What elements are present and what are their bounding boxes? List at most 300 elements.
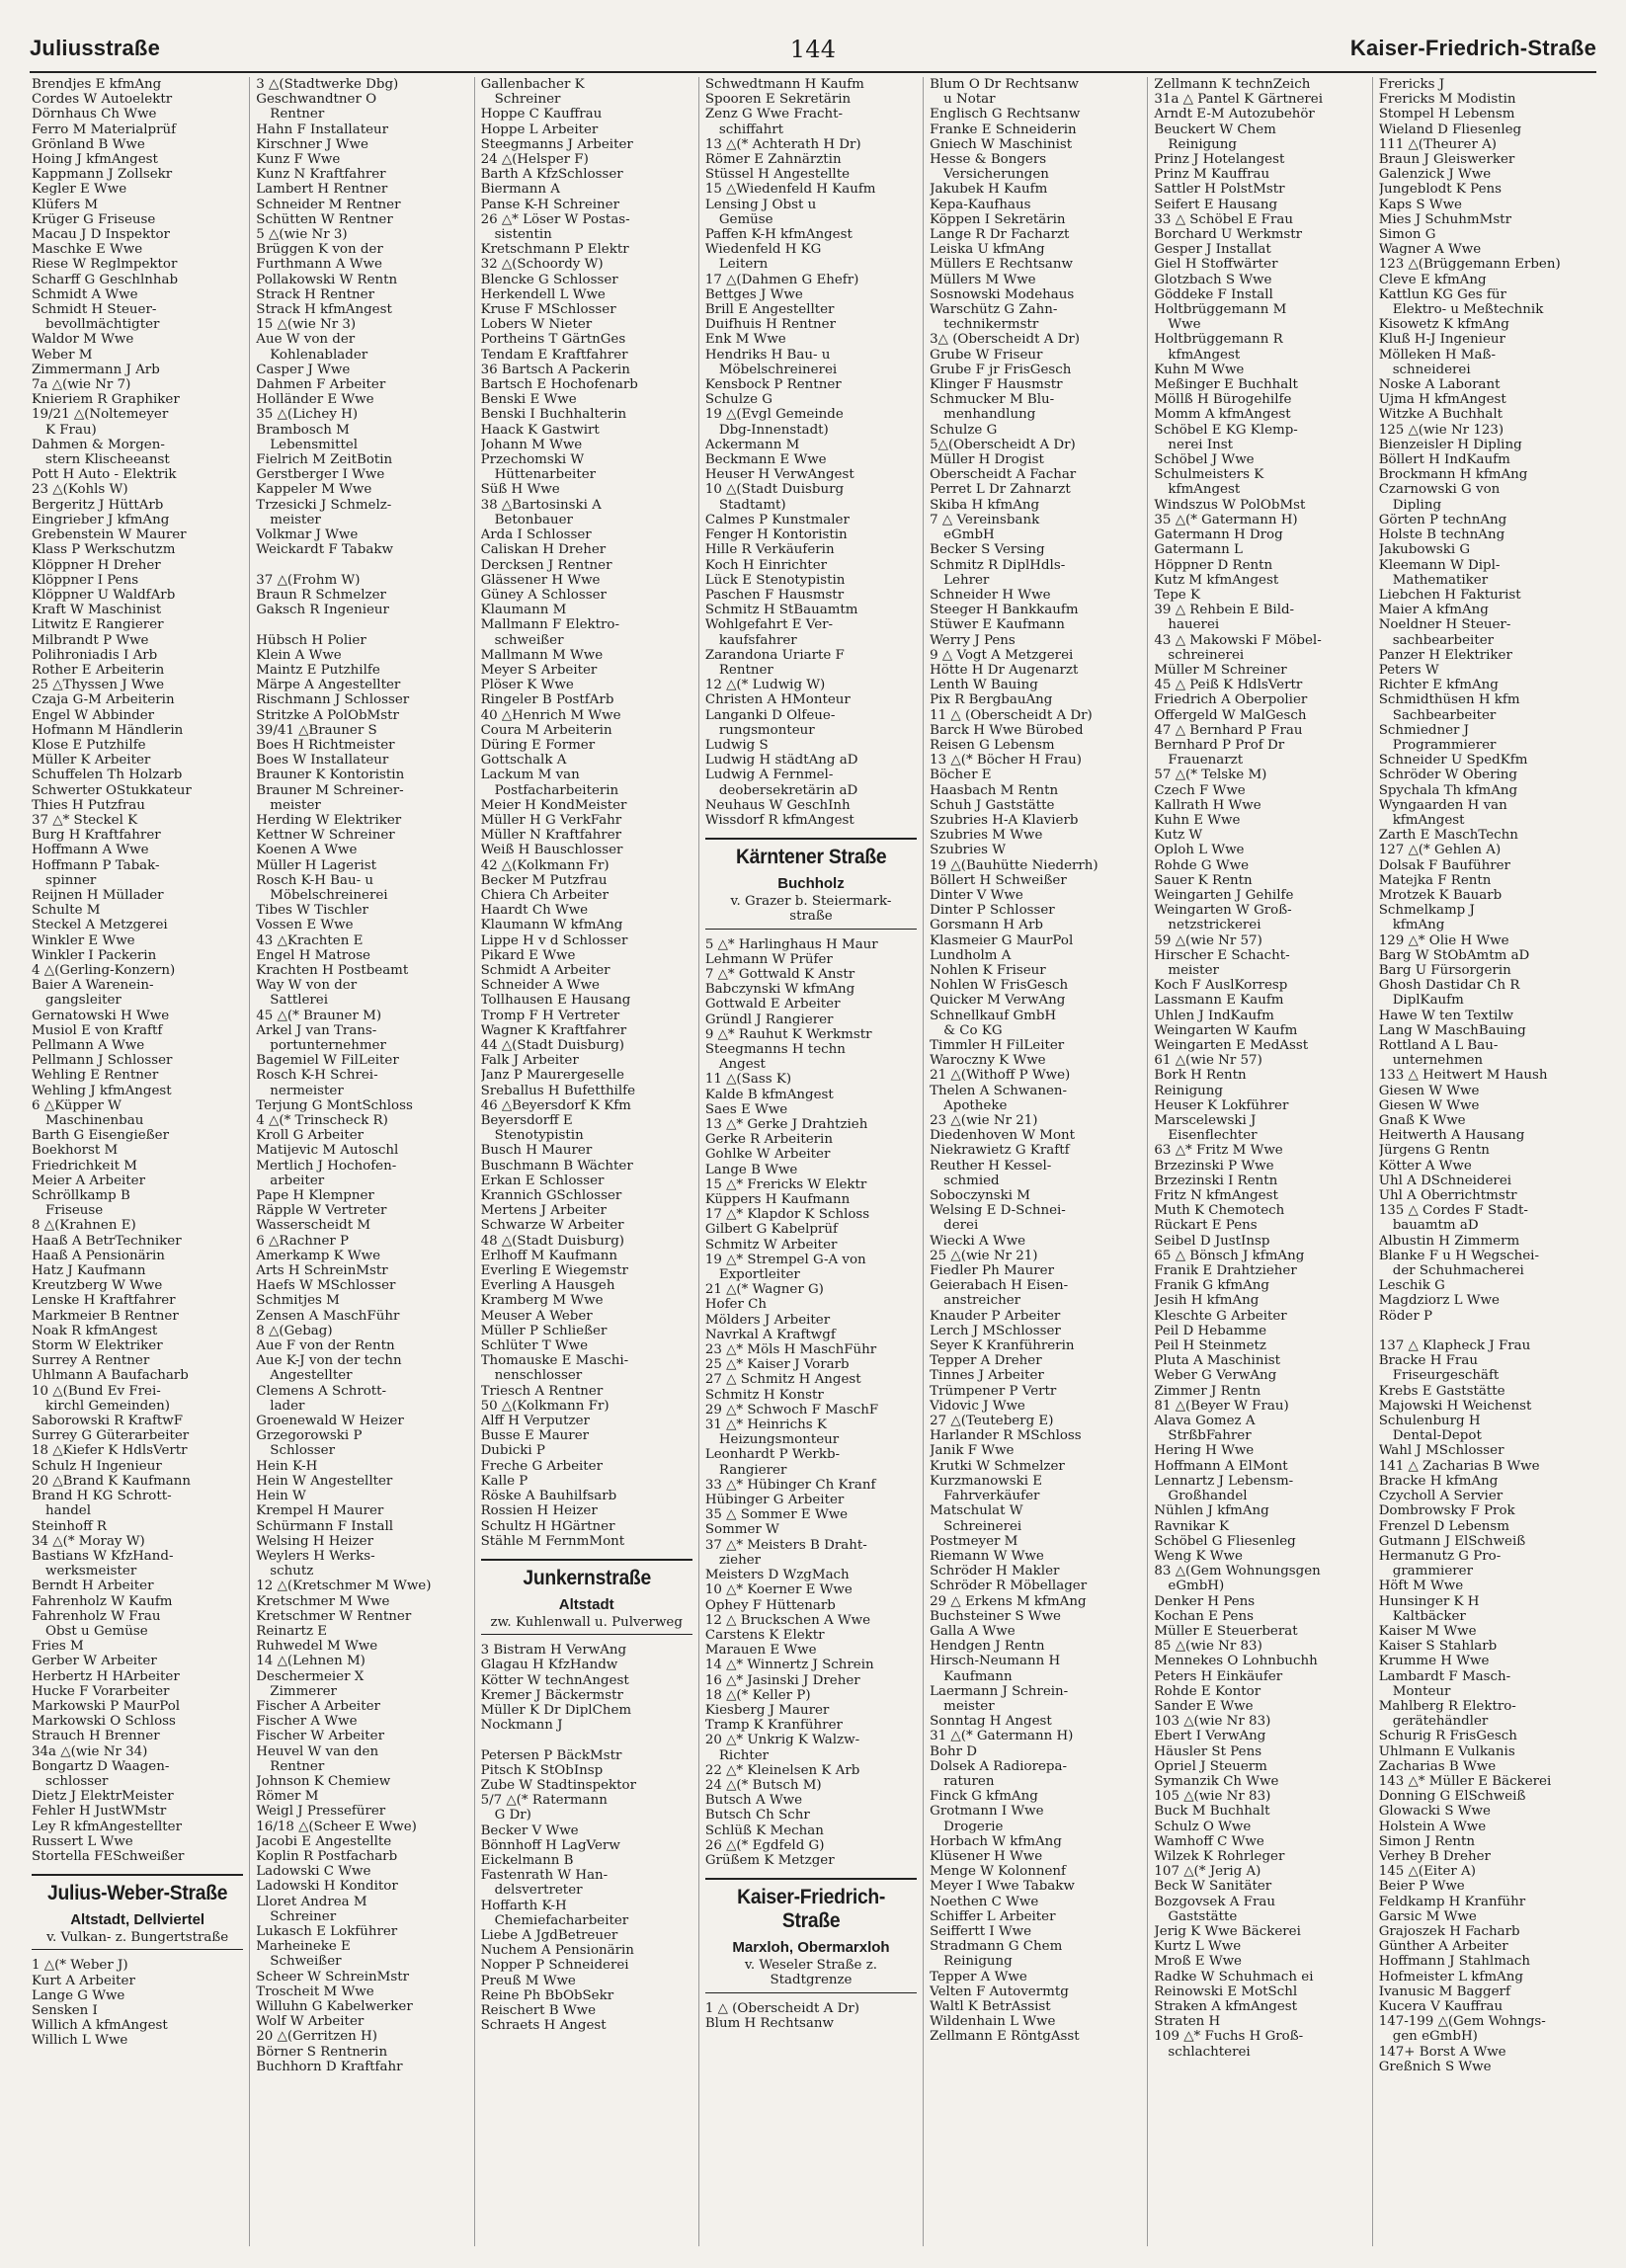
page-header bbox=[30, 28, 1596, 73]
directory-entry: Milbrandt P Wwe bbox=[32, 632, 149, 648]
directory-entry: Schuh J Gaststätte bbox=[930, 797, 1055, 813]
directory-entry: 20 △Brand K Kaufmann bbox=[32, 1473, 192, 1489]
directory-entry: Bagemiel W FilLeiter bbox=[256, 1053, 399, 1069]
directory-entry: sachbearbeiter bbox=[1392, 632, 1495, 648]
directory-entry: Richter E kfmAng bbox=[1378, 678, 1499, 693]
directory-entry: 35 △(Lichey H) bbox=[256, 407, 359, 423]
directory-entry: Sauer K Rentn bbox=[1154, 872, 1253, 888]
directory-entry: Fastenrath W Han- bbox=[480, 1868, 609, 1884]
directory-entry: Brambosch M bbox=[256, 422, 350, 438]
directory-entry: Kiesberg J Maurer bbox=[704, 1702, 830, 1718]
directory-entry: 4 △(* Trinscheck R) bbox=[256, 1113, 388, 1129]
directory-entry: 25 △* Kaiser J Vorarb bbox=[704, 1357, 850, 1373]
directory-entry: Franik G kfmAng bbox=[1154, 1278, 1269, 1294]
directory-entry: Kretschmer M Wwe bbox=[256, 1593, 390, 1609]
directory-entry: Meisters D WzgMach bbox=[704, 1568, 850, 1583]
directory-entry: Kraft W Maschinist bbox=[32, 603, 162, 618]
directory-entry: 103 △(wie Nr 83) bbox=[1154, 1714, 1271, 1730]
directory-entry: Plöser K Wwe bbox=[480, 678, 574, 693]
directory-entry: hauerei bbox=[1168, 617, 1220, 633]
directory-entry: Pitsch K StObInsp bbox=[480, 1762, 604, 1778]
directory-entry: Barth A KfzSchlosser bbox=[480, 167, 623, 183]
directory-entry: Nohlen K Friseur bbox=[930, 962, 1046, 978]
directory-entry: Uhl A Oberrichtmstr bbox=[1378, 1188, 1517, 1204]
directory-entry: Pellmann J Schlosser bbox=[32, 1053, 173, 1069]
directory-entry: 12 △(* Ludwig W) bbox=[704, 678, 826, 693]
directory-entry: Soboczynski M bbox=[930, 1188, 1030, 1204]
directory-entry: Caliskan H Dreher bbox=[480, 542, 607, 558]
directory-entry: Schmelkamp J bbox=[1378, 903, 1475, 919]
directory-entry: Postmeyer M bbox=[930, 1533, 1018, 1549]
directory-entry: Zube W Stadtinspektor bbox=[480, 1777, 636, 1793]
directory-entry: gangsleiter bbox=[45, 993, 122, 1009]
directory-entry: Schulz H Ingenieur bbox=[32, 1458, 162, 1474]
directory-entry: 6 △Rachner P bbox=[256, 1233, 350, 1249]
directory-entry: Wiecki A Wwe bbox=[930, 1233, 1026, 1249]
directory-entry: Seifert E Hausang bbox=[1154, 197, 1278, 212]
directory-entry: Thomauske E Maschi- bbox=[480, 1353, 629, 1369]
directory-entry: Schmitz H Konstr bbox=[704, 1387, 824, 1403]
directory-entry: Thies H Putzfrau bbox=[32, 797, 145, 813]
directory-entry: 19 △(Bauhütte Niederrh) bbox=[930, 857, 1098, 873]
directory-entry: Programmierer bbox=[1392, 737, 1497, 753]
directory-entry: Haaß A BetrTechniker bbox=[32, 1233, 182, 1249]
directory-entry: Müller P Schließer bbox=[480, 1323, 608, 1338]
directory-entry: Eickelmann B bbox=[480, 1852, 574, 1868]
directory-entry: Skiba H kfmAng bbox=[930, 497, 1040, 513]
directory-entry: Hahn F Installateur bbox=[256, 122, 389, 137]
directory-entry: Pluta A Maschinist bbox=[1154, 1353, 1281, 1369]
directory-entry: 147-199 △(Gem Wohngs- bbox=[1378, 2014, 1546, 2030]
directory-entry: 18 △(* Keller P) bbox=[704, 1687, 811, 1703]
directory-entry: Gaststätte bbox=[1168, 1908, 1238, 1924]
directory-entry: Tinnes J Arbeiter bbox=[930, 1368, 1044, 1384]
directory-entry: schmied bbox=[943, 1173, 1000, 1188]
directory-entry: Rottland A L Bau- bbox=[1378, 1038, 1499, 1053]
directory-entry: Reinartz E bbox=[256, 1623, 328, 1639]
directory-entry: Ophey F Hüttenarb bbox=[704, 1597, 836, 1613]
directory-entry: 1 △(* Weber J) bbox=[32, 1958, 128, 1974]
directory-entry: 5 △* Harlinghaus H Maur bbox=[704, 936, 878, 952]
directory-entry: Wieland D Fliesenleg bbox=[1378, 122, 1522, 137]
directory-entry: Szubries H-A Klavierb bbox=[930, 812, 1079, 828]
directory-entry: Röske A Bauhilfsarb bbox=[480, 1489, 617, 1504]
directory-entry: Kurtz L Wwe bbox=[1154, 1939, 1242, 1955]
directory-entry: Steegmanns J Arbeiter bbox=[480, 136, 633, 152]
directory-entry: Wwe bbox=[1168, 317, 1201, 333]
directory-entry: Holste B technAng bbox=[1378, 527, 1505, 543]
directory-entry: Schweißer bbox=[270, 1954, 342, 1970]
directory-entry: 5/7 △(* Ratermann bbox=[480, 1793, 608, 1809]
directory-entry: Müller H Drogist bbox=[930, 452, 1044, 468]
directory-entry: Zarandona Uriarte F bbox=[704, 647, 845, 663]
directory-entry: Kunz F Wwe bbox=[256, 152, 341, 168]
directory-entry: Hermanutz G Pro- bbox=[1378, 1548, 1502, 1564]
directory-entry: Buchsteiner S Wwe bbox=[930, 1608, 1061, 1624]
directory-entry: Panse K-H Schreiner bbox=[480, 197, 619, 212]
directory-entry: lader bbox=[270, 1398, 305, 1414]
directory-entry: Lange B Wwe bbox=[704, 1162, 798, 1177]
directory-entry: Arkel J van Trans- bbox=[256, 1022, 377, 1038]
directory-entry: Lange R Dr Facharzt bbox=[930, 227, 1070, 243]
directory-entry: Hoffmann J Stahlmach bbox=[1378, 1954, 1530, 1970]
directory-entry: Stadtamt) bbox=[718, 497, 786, 513]
directory-entry: Gerke R Arbeiterin bbox=[704, 1132, 833, 1148]
directory-entry: Biermann A bbox=[480, 182, 560, 198]
directory-entry: Albustin H Zimmerm bbox=[1378, 1233, 1520, 1249]
directory-entry: 3 △(Stadtwerke Dbg) bbox=[256, 77, 399, 92]
directory-entry: Finck G kfmAng bbox=[930, 1789, 1038, 1805]
directory-entry: Portheins T GärtnGes bbox=[480, 332, 626, 348]
directory-entry: Schulmeisters K bbox=[1154, 467, 1264, 483]
directory-entry: Hendgen J Rentn bbox=[930, 1639, 1045, 1655]
directory-entry: Janz P Maurergeselle bbox=[480, 1068, 624, 1084]
directory-entry: meister bbox=[943, 1698, 995, 1714]
directory-entry: Wilzek K Rohrleger bbox=[1154, 1848, 1285, 1864]
directory-entry: Everling A Hausgeh bbox=[480, 1278, 615, 1294]
directory-entry: Aue K-J von der techn bbox=[256, 1353, 402, 1369]
directory-entry: Alff H Verputzer bbox=[480, 1414, 590, 1429]
directory-entry: Häusler St Pens bbox=[1154, 1743, 1262, 1759]
directory-entry: Meier H KondMeister bbox=[480, 797, 627, 813]
directory-entry: Furthmann A Wwe bbox=[256, 257, 382, 273]
directory-entry: Klüsener H Wwe bbox=[930, 1848, 1043, 1864]
directory-entry: 7a △(wie Nr 7) bbox=[32, 377, 131, 393]
directory-entry: Riemann W Wwe bbox=[930, 1548, 1044, 1564]
street-title: Julius-Weber-Straße bbox=[46, 1882, 228, 1905]
directory-entry: Höppner D Rentn bbox=[1154, 557, 1273, 573]
directory-entry: Sattler H PolstMstr bbox=[1154, 182, 1285, 198]
directory-entry: Trümpener P Vertr bbox=[930, 1383, 1057, 1399]
directory-entry: Koenen A Wwe bbox=[256, 843, 358, 858]
directory-entry: Wildenhain L Wwe bbox=[930, 2014, 1056, 2030]
directory-entry: Peil D Hebamme bbox=[1154, 1323, 1267, 1338]
directory-entry: Richter bbox=[718, 1747, 770, 1763]
directory-entry: 3△ (Oberscheidt A Dr) bbox=[930, 332, 1080, 348]
directory-entry: Lloret Andrea M bbox=[256, 1894, 367, 1909]
street-title: Junkernstraße bbox=[522, 1566, 651, 1589]
directory-entry: Schneider H Wwe bbox=[930, 587, 1051, 603]
directory-entry: Böllert H Schweißer bbox=[930, 872, 1067, 888]
directory-entry: derei bbox=[943, 1218, 979, 1234]
entry-list bbox=[481, 1643, 692, 2033]
directory-entry: Nuchem A Pensionärin bbox=[480, 1943, 634, 1959]
directory-entry: Haack K Gastwirt bbox=[480, 422, 600, 438]
directory-entry: Koch F AuslKorresp bbox=[1154, 978, 1288, 994]
directory-entry: Schreinerei bbox=[943, 1518, 1022, 1534]
directory-entry: Wyngaarden H van bbox=[1378, 797, 1507, 813]
directory-entry: Fehler H JustWMstr bbox=[32, 1804, 167, 1820]
directory-entry: Krüger G Friseuse bbox=[32, 211, 156, 227]
directory-entry: Schöbel E KG Klemp- bbox=[1154, 422, 1298, 438]
directory-entry: Sreballus H Bufetthilfe bbox=[480, 1083, 636, 1098]
directory-entry: Leonhardt P Werkb- bbox=[704, 1447, 841, 1463]
directory-entry: Brand H KG Schrott- bbox=[32, 1489, 172, 1504]
directory-entry: Frauenarzt bbox=[1168, 753, 1244, 769]
directory-entry: Kutz M kfmAngest bbox=[1154, 572, 1279, 588]
directory-entry: Giel H Stoffwärter bbox=[1154, 257, 1278, 273]
directory-entry: 26 △(* Egdfeld G) bbox=[704, 1837, 825, 1853]
directory-entry: 14 △* Winnertz J Schrein bbox=[704, 1658, 874, 1673]
directory-entry: Everling E Wiegemstr bbox=[480, 1263, 628, 1279]
directory-entry: Ujma H kfmAngest bbox=[1378, 392, 1506, 408]
directory-entry: nenschlosser bbox=[494, 1368, 583, 1384]
directory-entry: Schulz O Wwe bbox=[1154, 1819, 1252, 1834]
directory-entry: Brockmann H kfmAng bbox=[1378, 467, 1528, 483]
directory-entry: Fielrich M ZeitBotin bbox=[256, 452, 393, 468]
street-district: Buchholz bbox=[777, 875, 845, 893]
directory-entry: Giesen W Wwe bbox=[1378, 1097, 1480, 1113]
directory-entry: Görten P technAng bbox=[1378, 512, 1507, 527]
directory-entry: 10 △(Stadt Duisburg bbox=[704, 482, 845, 498]
directory-entry: Hoffmann A Wwe bbox=[32, 843, 149, 858]
directory-entry: Storm W Elektriker bbox=[32, 1338, 163, 1354]
directory-entry: Pix R BergbauAng bbox=[930, 692, 1053, 708]
directory-entry: Hübinger G Arbeiter bbox=[704, 1493, 845, 1508]
directory-entry: Friseuse bbox=[45, 1203, 104, 1219]
directory-entry: Hoffarth K-H bbox=[480, 1898, 567, 1913]
directory-entry: Christen A HMonteur bbox=[704, 692, 851, 708]
directory-entry: Möbelschreinerei bbox=[718, 362, 838, 377]
directory-entry: kfmAngest bbox=[1392, 812, 1465, 828]
directory-entry: Cleve E kfmAng bbox=[1378, 272, 1487, 287]
directory-entry: Berndt H Arbeiter bbox=[32, 1579, 154, 1594]
directory-entry: Falk J Arbeiter bbox=[480, 1053, 579, 1069]
directory-entry: Müller H G VerkFahr bbox=[480, 812, 622, 828]
directory-entry: Spooren E Sekretärin bbox=[704, 92, 852, 108]
directory-entry: Zacharias B Wwe bbox=[1378, 1758, 1497, 1774]
directory-entry: Dahmen F Arbeiter bbox=[256, 377, 386, 393]
directory-entry: Lassmann E Kaufm bbox=[1154, 993, 1284, 1009]
directory-entry: Dbg-Innenstadt) bbox=[718, 422, 829, 438]
directory-entry: Spychala Th kfmAng bbox=[1378, 782, 1518, 798]
directory-entry: Stüwer E Kaufmann bbox=[930, 617, 1065, 633]
directory-entry: Lennartz J Lebensm- bbox=[1154, 1473, 1294, 1489]
directory-entry: Zellmann K technZeich bbox=[1154, 77, 1311, 92]
directory-entry: Reine Ph BbObSekr bbox=[480, 1987, 614, 2003]
directory-entry: Surrey G Güterarbeiter bbox=[32, 1428, 190, 1444]
directory-entry: Friseurgeschäft bbox=[1392, 1368, 1500, 1384]
directory-entry: Ladowski H Konditor bbox=[256, 1879, 398, 1895]
directory-entry: 26 △* Löser W Postas- bbox=[480, 211, 630, 227]
directory-entry: Petersen P BäckMstr bbox=[480, 1747, 622, 1763]
directory-entry: Jakubowski G bbox=[1378, 542, 1471, 558]
directory-entry: Stüssel H Angestellte bbox=[704, 167, 851, 183]
directory-entry: Gorsmann H Arb bbox=[930, 918, 1043, 933]
directory-entry: Strack H kfmAngest bbox=[256, 302, 392, 318]
directory-entry: Schreiner bbox=[270, 1908, 337, 1924]
directory-entry: 105 △(wie Nr 83) bbox=[1154, 1789, 1271, 1805]
directory-entry: Kurzmanowski E bbox=[930, 1473, 1043, 1489]
directory-entry: 27 △(Teuteberg E) bbox=[930, 1414, 1054, 1429]
directory-entry: Räpple W Vertreter bbox=[256, 1203, 387, 1219]
directory-entry: rungsmonteur bbox=[718, 722, 815, 738]
directory-entry: Stenotypistin bbox=[494, 1128, 584, 1144]
directory-entry: Klein A Wwe bbox=[256, 647, 342, 663]
directory-entry: Schmitz H StBauamtm bbox=[704, 603, 858, 618]
directory-entry: Bozgovsek A Frau bbox=[1154, 1894, 1275, 1909]
directory-entry: anstreicher bbox=[943, 1293, 1021, 1309]
directory-entry: 109 △* Fuchs H Groß- bbox=[1154, 2029, 1304, 2045]
directory-entry: Brzezinski P Wwe bbox=[1154, 1158, 1274, 1174]
directory-entry: Mroß E Wwe bbox=[1154, 1954, 1242, 1970]
directory-entry: Butsch Ch Schr bbox=[704, 1808, 810, 1823]
directory-entry: Hötte H Dr Augenarzt bbox=[930, 662, 1079, 678]
street-title: Kärntener Straße bbox=[735, 846, 887, 869]
directory-entry: Kötter W technAngest bbox=[480, 1672, 629, 1688]
directory-entry: 11 △ (Oberscheidt A Dr) bbox=[930, 707, 1093, 723]
directory-entry: Navrkal A Kraftwgf bbox=[704, 1327, 836, 1342]
directory-entry: delsvertreter bbox=[494, 1883, 583, 1899]
directory-entry: Wahl J MSchlosser bbox=[1378, 1443, 1504, 1459]
directory-entry: 43 △ Makowski F Möbel- bbox=[1154, 632, 1322, 648]
directory-entry: Ghosh Dastidar Ch R bbox=[1378, 978, 1520, 994]
directory-entry: handel bbox=[45, 1503, 92, 1519]
directory-entry: Menge W Kolonnenf bbox=[930, 1864, 1066, 1880]
directory-entry: Gottschalk A bbox=[480, 753, 567, 769]
directory-entry: 15 △(wie Nr 3) bbox=[256, 317, 357, 333]
directory-entry: Garsic M Wwe bbox=[1378, 1908, 1477, 1924]
directory-entry: Böcher E bbox=[930, 768, 992, 783]
directory-entry: Alava Gomez A bbox=[1154, 1414, 1256, 1429]
directory-entry: Dinter V Wwe bbox=[930, 887, 1023, 903]
directory-entry: eGmbH bbox=[943, 527, 995, 543]
directory-entry: Oploh L Wwe bbox=[1154, 843, 1245, 858]
directory-entry: Hirsch-Neumann H bbox=[930, 1654, 1061, 1669]
directory-entry: Babczynski W kfmAng bbox=[704, 982, 855, 998]
directory-column-1 bbox=[30, 77, 249, 2246]
directory-entry: Kremer J Bäckermstr bbox=[480, 1687, 623, 1703]
directory-entry: 127 △(* Gehlen A) bbox=[1378, 843, 1502, 858]
directory-entry: 12 △ Bruckschen A Wwe bbox=[704, 1612, 871, 1628]
directory-entry: Benski I Buchhalterin bbox=[480, 407, 627, 423]
entry-list bbox=[32, 1958, 243, 2048]
directory-entry: Schütten W Rentner bbox=[256, 211, 393, 227]
directory-entry: Blanke F u H Wegschei- bbox=[1378, 1248, 1539, 1263]
directory-entry: Güney A Schlosser bbox=[480, 587, 607, 603]
directory-entry: Mertlich J Hochofen- bbox=[256, 1158, 397, 1174]
directory-entry: Aue W von der bbox=[256, 332, 356, 348]
directory-entry: Gilbert G Kabelprüf bbox=[704, 1222, 838, 1238]
directory-entry: Uhlmann E Vulkanis bbox=[1378, 1743, 1515, 1759]
directory-entry: Sosnowski Modehaus bbox=[930, 286, 1075, 302]
directory-entry: 129 △* Olie H Wwe bbox=[1378, 932, 1509, 948]
directory-entry: Kappeler M Wwe bbox=[256, 482, 372, 498]
directory-entry: Dinter P Schlosser bbox=[930, 903, 1055, 919]
directory-entry: Müller M Schreiner bbox=[1154, 662, 1287, 678]
directory-entry: Weber M bbox=[32, 347, 93, 363]
directory-column-4 bbox=[698, 77, 923, 2246]
directory-entry: 13 △(* Achterath H Dr) bbox=[704, 136, 861, 152]
directory-entry: Brauner M Schreiner- bbox=[256, 782, 404, 798]
directory-entry: Elektro- u Meßtechnik bbox=[1392, 302, 1544, 318]
directory-entry: Mahlberg R Elektro- bbox=[1378, 1698, 1516, 1714]
directory-entry: Symanzik Ch Wwe bbox=[1154, 1773, 1279, 1789]
street-description: v. Vulkan- z. Bungertstraße bbox=[46, 1930, 229, 1946]
directory-entry: gerätehändler bbox=[1392, 1714, 1489, 1730]
directory-entry: zieher bbox=[718, 1552, 762, 1568]
street-district: Altstadt bbox=[558, 1595, 614, 1613]
directory-entry bbox=[256, 558, 467, 573]
directory-entry: Nockmann J bbox=[480, 1718, 563, 1734]
directory-entry: Arndt E-M Autozubehör bbox=[1154, 107, 1315, 122]
directory-entry: Przechomski W bbox=[480, 452, 585, 468]
directory-entry: Schmidthüsen H kfm bbox=[1378, 692, 1520, 708]
directory-entry: Kretschmann P Elektr bbox=[480, 242, 629, 258]
directory-entry: Krannich GSchlosser bbox=[480, 1188, 622, 1204]
directory-entry: Mallmann F Elektro- bbox=[480, 617, 620, 633]
directory-entry: Knieriem R Graphiker bbox=[32, 392, 180, 408]
directory-entry: Lukasch E Lokführer bbox=[256, 1923, 398, 1939]
directory-entry: Dercksen J Rentner bbox=[480, 557, 612, 573]
directory-entry: Schöbel J Wwe bbox=[1154, 452, 1255, 468]
directory-entry: Holstein A Wwe bbox=[1378, 1819, 1487, 1834]
directory-entry: 48 △(Stadt Duisburg) bbox=[480, 1233, 625, 1249]
directory-entry: Grube F jr FrisGesch bbox=[930, 362, 1072, 377]
directory-entry: Angestellter bbox=[270, 1368, 353, 1384]
directory-entry: Schlosser bbox=[270, 1443, 335, 1459]
directory-entry: Johann M Wwe bbox=[480, 437, 583, 452]
directory-entry: Bongartz D Waagen- bbox=[32, 1758, 170, 1774]
directory-entry: Amerkamp K Wwe bbox=[256, 1248, 381, 1263]
directory-entry: Matejka F Rentn bbox=[1378, 872, 1492, 888]
directory-entry: Schmidt A Wwe bbox=[32, 286, 138, 302]
directory-entry: Rückart E Pens bbox=[1154, 1218, 1258, 1234]
directory-entry: Gottwald E Arbeiter bbox=[704, 997, 841, 1012]
directory-entry: Kunz N Kraftfahrer bbox=[256, 167, 386, 183]
directory-entry: Arts H SchreinMstr bbox=[256, 1263, 388, 1279]
directory-entry: Schröder R Möbellager bbox=[930, 1579, 1088, 1594]
directory-entry: sistentin bbox=[494, 227, 552, 243]
directory-entry: Mathematiker bbox=[1392, 572, 1489, 588]
directory-entry: Zimmerer bbox=[270, 1683, 337, 1699]
directory-entry: 16/18 △(Scheer E Wwe) bbox=[256, 1819, 417, 1834]
directory-entry: Müller N Kraftfahrer bbox=[480, 828, 622, 844]
directory-entry: Waroczny K Wwe bbox=[930, 1053, 1046, 1069]
directory-entry: bauamtm aD bbox=[1392, 1218, 1479, 1234]
directory-entry: 63 △* Fritz M Wwe bbox=[1154, 1143, 1283, 1159]
directory-entry: Dubicki P bbox=[480, 1443, 545, 1459]
directory-entry: Boekhorst M bbox=[32, 1143, 119, 1159]
directory-entry: Winkler I Packerin bbox=[32, 947, 157, 963]
directory-entry: Nühlen J kfmAng bbox=[1154, 1503, 1269, 1519]
directory-entry: schutz bbox=[270, 1564, 314, 1580]
directory-entry: Tromp F H Vertreter bbox=[480, 1008, 620, 1023]
directory-entry: Leitern bbox=[718, 257, 769, 273]
directory-entry: 4 △(Gerling-Konzern) bbox=[32, 962, 176, 978]
directory-entry: Schmitjes M bbox=[256, 1293, 340, 1309]
directory-entry: Fritz N kfmAngest bbox=[1154, 1188, 1278, 1204]
directory-entry: 17 △(Dahmen G Ehefr) bbox=[704, 272, 859, 287]
directory-entry: Ludwig H städtAng aD bbox=[704, 753, 858, 769]
directory-entry: Paffen K-H kfmAngest bbox=[704, 227, 853, 243]
directory-entry: Reischert B Wwe bbox=[480, 2002, 597, 2018]
directory-entry: Müllers E Rechtsanw bbox=[930, 257, 1073, 273]
directory-entry: Dombrowsky F Prok bbox=[1378, 1503, 1515, 1519]
directory-entry: Szubries M Wwe bbox=[930, 828, 1043, 844]
directory-entry: Heizungsmonteur bbox=[718, 1432, 840, 1448]
directory-entry: raturen bbox=[943, 1773, 995, 1789]
directory-entry: K Frau) bbox=[45, 422, 97, 438]
directory-entry: 45 △ Peiß K HdlsVertr bbox=[1154, 678, 1303, 693]
directory-entry: Butsch A Wwe bbox=[704, 1793, 803, 1809]
directory-entry: 21 △(* Wagner G) bbox=[704, 1282, 824, 1298]
entry-list bbox=[32, 77, 243, 1864]
directory-entry: Stompel H Lebensm bbox=[1378, 107, 1515, 122]
directory-entry: Borchard U Werkmstr bbox=[1154, 227, 1303, 243]
directory-entry: Schulte M bbox=[32, 903, 101, 919]
directory-entry: 35 △(* Gatermann H) bbox=[1154, 512, 1298, 527]
